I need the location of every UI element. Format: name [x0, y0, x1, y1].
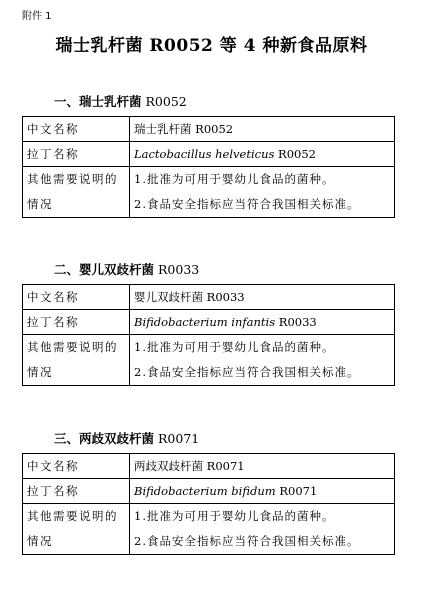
table-row — [23, 454, 395, 479]
chinese-name-label — [23, 454, 130, 479]
chinese-name-label-text: 中文名称 — [27, 459, 79, 473]
notes-label-line2: 情况 — [27, 197, 53, 211]
chinese-name-label-text: 中文名称 — [27, 290, 79, 304]
table-row — [23, 142, 395, 167]
latin-name-code: R0033 — [275, 315, 317, 329]
table-row — [23, 479, 395, 504]
chinese-name-label — [23, 285, 130, 310]
latin-name-value — [130, 142, 395, 167]
document-title: 瑞士乳杆菌 R0052 等 4 种新食品原料 — [55, 36, 368, 56]
section-name: 婴儿双歧杆菌 — [79, 262, 155, 277]
attachment-label: 附件 1 — [22, 11, 52, 22]
chinese-name-value: 瑞士乳杆菌 R0052 — [130, 117, 395, 142]
section-heading — [22, 261, 394, 279]
table-row — [23, 310, 395, 335]
notes-line2: 2.食品安全指标应当符合我国相关标准。 — [134, 197, 360, 211]
latin-name-label — [23, 142, 130, 167]
notes-value — [130, 504, 395, 555]
latin-name-value — [130, 479, 395, 504]
notes-label — [23, 504, 130, 555]
chinese-name-value: 婴儿双歧杆菌 R0033 — [130, 285, 395, 310]
section-heading — [22, 430, 394, 448]
chinese-name-label-text: 中文名称 — [27, 122, 79, 136]
latin-name-code: R0071 — [275, 484, 318, 498]
latin-name-italic: Bifidobacterium bifidum — [134, 484, 276, 498]
table-row — [23, 504, 395, 555]
table-row — [23, 117, 395, 142]
latin-name-label-text: 拉丁名称 — [27, 484, 79, 498]
notes-line2: 2.食品安全指标应当符合我国相关标准。 — [134, 365, 360, 379]
section-1 — [22, 93, 394, 218]
section-number: 三、 — [54, 431, 80, 446]
notes-line1: 1.批准为可用于婴幼儿食品的菌种。 — [134, 340, 335, 354]
table-row — [23, 335, 395, 386]
section-number: 二、 — [54, 262, 80, 277]
notes-line2: 2.食品安全指标应当符合我国相关标准。 — [134, 534, 360, 548]
latin-name-code: R0052 — [274, 147, 316, 161]
section-number: 一、 — [54, 94, 80, 109]
notes-value — [130, 167, 395, 218]
table-row — [23, 285, 395, 310]
section-name: 瑞士乳杆菌 — [79, 94, 142, 109]
section-2 — [22, 261, 394, 386]
latin-name-label — [23, 479, 130, 504]
notes-label-line1: 其他需要说明的 — [27, 340, 118, 354]
chinese-name-value: 两歧双歧杆菌 R0071 — [130, 454, 395, 479]
notes-line1: 1.批准为可用于婴幼儿食品的菌种。 — [134, 172, 335, 186]
latin-name-value — [130, 310, 395, 335]
latin-name-label-text: 拉丁名称 — [27, 147, 79, 161]
section-name: 两歧双歧杆菌 — [79, 431, 155, 446]
section-3 — [22, 430, 394, 555]
notes-line1: 1.批准为可用于婴幼儿食品的菌种。 — [134, 509, 335, 523]
notes-label — [23, 167, 130, 218]
notes-label-line1: 其他需要说明的 — [27, 172, 118, 186]
section-code: R0071 — [158, 431, 200, 446]
latin-name-label — [23, 310, 130, 335]
section-code: R0033 — [158, 262, 200, 277]
latin-name-italic: Bifidobacterium infantis — [134, 315, 276, 329]
info-table — [22, 284, 395, 386]
chinese-name-label — [23, 117, 130, 142]
table-row — [23, 167, 395, 218]
notes-label-line2: 情况 — [27, 534, 53, 548]
latin-name-italic: Lactobacillus helveticus — [134, 147, 275, 161]
notes-label-line1: 其他需要说明的 — [27, 509, 118, 523]
notes-label-line2: 情况 — [27, 365, 53, 379]
info-table — [22, 453, 395, 555]
info-table — [22, 116, 395, 218]
section-heading — [22, 93, 394, 111]
latin-name-label-text: 拉丁名称 — [27, 315, 79, 329]
section-code: R0052 — [145, 94, 187, 109]
notes-label — [23, 335, 130, 386]
notes-value — [130, 335, 395, 386]
